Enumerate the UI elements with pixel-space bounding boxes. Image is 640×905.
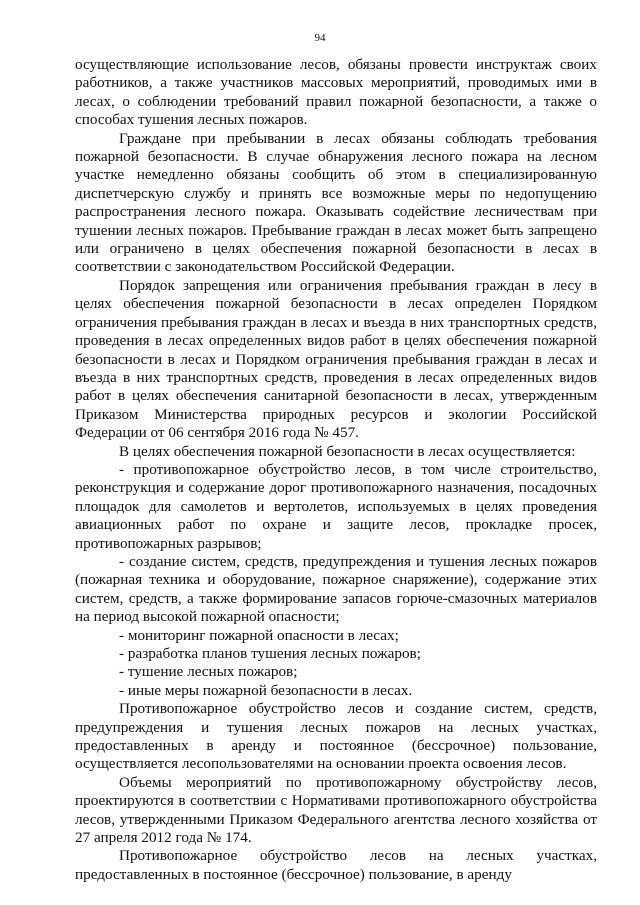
paragraph-citizens-duties: Граждане при пребывании в лесах обязаны соблюдать требования пожарной безопасности. В случае обнаружения лесного пожара на лесном участке немедленно обязаны сообщить об этом в специализированную диспетчерскую службу и принять все возможные меры по недопущению распространения лесного пожара. Оказывать содействие лесничествам при тушении лесных пожаров. Пребывание граждан в лесах может быть запрещено или ограничено в целях обеспечения пожарной безопасности в лесах в соответствии с законодательством Российской Федерации.: [75, 129, 597, 276]
list-item-extinguishing: - тушение лесных пожаров;: [119, 663, 298, 681]
list-item-arrangement: - противопожарное обустройство лесов, в том числе строительство, реконструкция и содержание дорог противопожарного назначения, посадочных площадок для самолетов и вертолетов, используемых в целях проведения авиационных работ по охране и защите лесов, прокладке просек, противопожарных разрывов;: [75, 460, 597, 552]
list-item-systems: - создание систем, средств, предупреждения и тушения лесных пожаров (пожарная техника и оборудование, пожарное снаряжение), содержание этих систем, средств, а также формирование запасов горюче-смазочных материалов на период высокой пожарной опасности;: [75, 552, 597, 626]
paragraph-volumes: Объемы мероприятий по противопожарному обустройству лесов, проектируются в соответствии с Нормативами противопожарного обустройства лесов, утвержденными Приказом Федерального агентства лесного хозяйства от 27 апреля 2012 года № 174.: [75, 773, 597, 847]
body-text: [75, 56, 597, 884]
list-item-other-measures: - иные меры пожарной безопасности в лесах.: [119, 681, 413, 699]
paragraph-permanent-use: Противопожарное обустройство лесов на лесных участках, предоставленных в постоянное (бессрочное) пользование, в аренду: [75, 847, 597, 883]
paragraph-measures-intro: В целях обеспечения пожарной безопасности в лесах осуществляется:: [119, 442, 576, 460]
paragraph-instruction: осуществляющие использование лесов, обязаны провести инструктаж своих работников, а также участников массовых мероприятий, проводимых ими в лесах, о соблюдении требований правил пожарной безопасности, а также о способах тушения лесных пожаров.: [75, 56, 597, 129]
page-number: 94: [314, 32, 326, 44]
paragraph-lease-arrangement: Противопожарное обустройство лесов и создание систем, средств, предупреждения и тушения лесных пожаров на лесных участках, предоставленных в аренду и постоянное (бессрочное) пользование, осуществляется лесопользователями на основании проекта освоения лесов.: [75, 700, 597, 773]
list-item-plans: - разработка планов тушения лесных пожаров;: [119, 645, 421, 662]
paragraph-restriction-order: Порядок запрещения или ограничения пребывания граждан в лесу в целях обеспечения пожарной безопасности в лесах определен Порядком ограничения пребывания граждан в лесах и въезда в них транспортных средств, проведения в лесах определенных видов работ в целях обеспечения пожарной безопасности в лесах и Порядком ограничения пребывания граждан в лесах и въезда в них транспортных средств, проведения в лесах определенных видов работ в целях обеспечения санитарной безопасности в лесах, утвержденным Приказом Министерства природных ресурсов и экологии Российской Федерации от 06 сентября 2016 года № 457.: [75, 276, 597, 442]
list-item-monitoring: - мониторинг пожарной опасности в лесах;: [119, 626, 399, 644]
